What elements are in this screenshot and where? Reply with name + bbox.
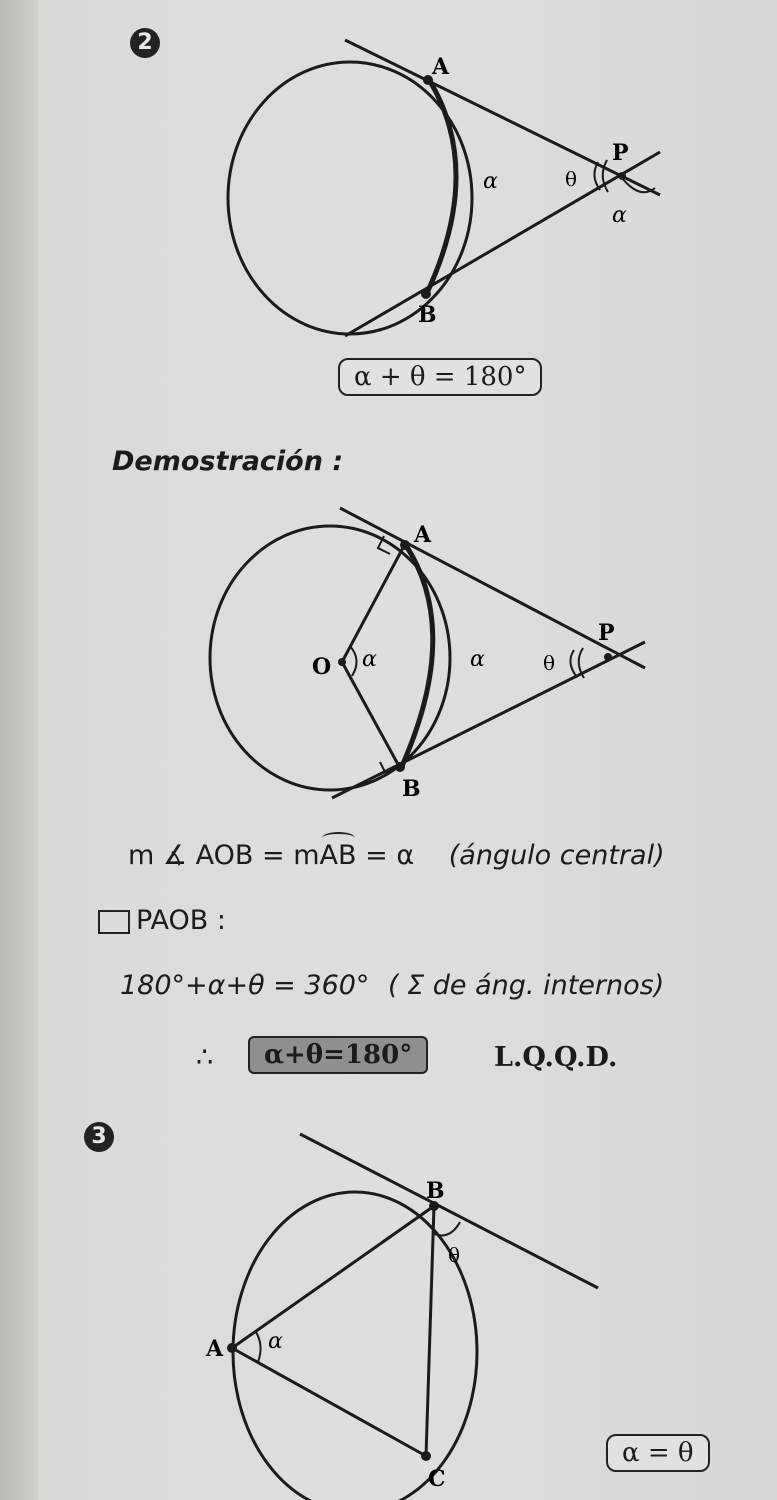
proof-line-3-note: de áng. internos) — [432, 970, 665, 1001]
figure-2-label-p: P — [598, 620, 615, 646]
proof-line-3-eq: 180°+α+θ = 360° — [120, 970, 370, 1001]
figure-3-label-alpha: α — [268, 1329, 283, 1354]
figure-2-label-theta: θ — [543, 651, 556, 675]
section-2-number: 2 — [130, 28, 160, 58]
figure-3-label-c: C — [428, 1466, 446, 1492]
figure-3-label-theta: θ — [448, 1243, 461, 1267]
result-box-alpha-plus-theta: α + θ = 180° — [338, 358, 542, 396]
proof-line-2-text: PAOB : — [136, 905, 227, 936]
proof-line-1-left: m ∡ AOB = m — [128, 840, 320, 871]
figure-2-label-a: A — [414, 522, 432, 548]
figure-1-label-alpha-outer: α — [612, 203, 627, 228]
figure-2-label-alpha-central: α — [362, 647, 377, 672]
result-box-alpha-equals-theta: α = θ — [606, 1434, 710, 1472]
proof-line-quadrilateral — [98, 905, 226, 936]
figure-3-label-a: A — [206, 1336, 224, 1362]
figure-2-proof-diagram — [0, 490, 777, 810]
figure-2-label-alpha-arc: α — [470, 647, 485, 672]
quadrilateral-symbol-icon — [98, 910, 130, 934]
therefore-symbol: ∴ — [196, 1042, 214, 1073]
proof-line-1-arc-ab: AB — [319, 840, 357, 871]
figure-3-angle-a-arc — [256, 1332, 261, 1362]
figure-1-label-theta: θ — [565, 167, 578, 191]
proof-line-angle-sum — [120, 970, 664, 1001]
figure-3-label-b: B — [426, 1178, 445, 1204]
figure-1-tangents-from-external-point — [0, 0, 777, 360]
figure-2-radius-oa — [342, 544, 405, 662]
figure-1-arc-ab — [426, 78, 456, 295]
figure-1-label-b: B — [418, 302, 437, 328]
proof-line-1-note: (ángulo central) — [448, 840, 665, 871]
figure-1-label-alpha-arc: α — [483, 169, 498, 194]
proof-line-3-note-open: ( Σ — [388, 970, 425, 1001]
conclusion-box: α+θ=180° — [248, 1036, 428, 1074]
figure-1-label-a: A — [432, 54, 450, 80]
figure-1-label-p: P — [612, 140, 629, 166]
figure-2-tangent-pb — [332, 642, 645, 798]
figure-3-chord-bc — [426, 1206, 434, 1456]
proof-line-central-angle — [128, 840, 665, 871]
figure-3-chord-ac — [232, 1348, 426, 1456]
figure-2-label-b: B — [402, 776, 421, 802]
figure-1-tangent-pb — [345, 152, 660, 336]
section-3-number: 3 — [84, 1122, 114, 1152]
figure-2-radius-ob — [342, 662, 400, 768]
figure-3-chord-ab — [232, 1206, 434, 1348]
proof-line-1-eq: = α — [365, 840, 415, 871]
figure-1-circle — [228, 62, 472, 334]
demonstration-heading: Demostración : — [112, 446, 344, 477]
figure-2-central-angle-arc — [350, 646, 357, 676]
lqqd-label: L.Q.Q.D. — [494, 1042, 618, 1073]
figure-2-label-o: O — [312, 654, 332, 680]
figure-1-tangent-pa — [345, 40, 660, 195]
